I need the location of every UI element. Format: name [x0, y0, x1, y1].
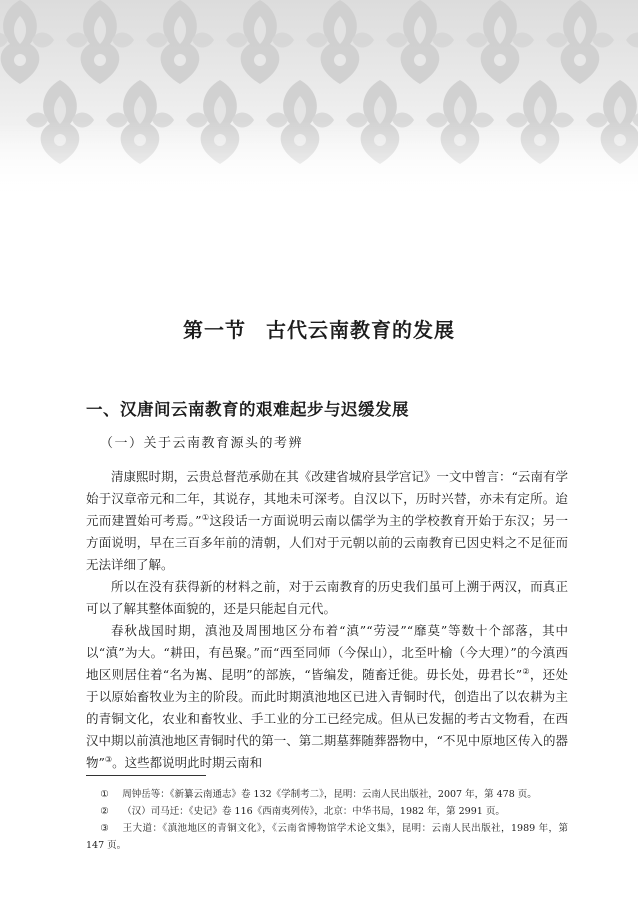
footnote-ref[interactable]: ② [522, 666, 530, 676]
section-number: 第一节 [183, 318, 246, 342]
footnote-ref[interactable]: ① [201, 512, 210, 522]
header-ornament [0, 0, 638, 200]
chapter-heading: 一、汉唐间云南教育的艰难起步与迟缓发展 [86, 400, 409, 419]
footnote: ③ 王大道：《滇池地区的青铜文化》，《云南省博物馆学术论文集》，昆明：云南人民出版社，1989 年，第 147 页。 [86, 823, 568, 851]
footnote: ② （汉）司马迁：《史记》卷 116《西南夷列传》，北京：中华书局，1982 年，第 2991 页。 [100, 806, 505, 817]
section-title [0, 314, 638, 343]
footnote-ref[interactable]: ③ [104, 754, 113, 764]
paragraph: 所以在没有获得新的材料之前，对于云南教育的历史我们虽可上溯于两汉，而真正可以了解其整体面貌的，还是只能起自元代。 [86, 579, 568, 616]
damask-pattern-icon [0, 0, 638, 200]
paragraph: 清康熙时期，云贵总督范承勋在其《改建省城府县学宫记》一文中曾言：“云南有学始于汉章帝元和二年，其说存，其地未可深考。自汉以下，历时兴替，亦未有定所。迨元而建置始可考焉。”①这段话一方面说明云南以儒学为主的学校教育开始于东汉；另一方面说明，早在三百多年前的清朝，人们对于元朝以前的云南教育已因史料之不足征而无法详细了解。 [86, 469, 568, 572]
paragraph: 春秋战国时期，滇池及周围地区分布着“滇”“劳浸”“靡莫”等数十个部落，其中以“滇”为大。“耕田，有邑聚。”而“西至同师（今保山），北至叶榆（今大理）”的今滇西地区则居住着“名为嶲、昆明”的部族，“皆编发，随畜迁徙。毋长处，毋君长”②，还处于以原始畜牧业为主的阶段。而此时期滇池地区已进入青铜时代，创造出了以农耕为主的青铜文化，农业和畜牧业、手工业的分工已经完成。但从已发掘的考古文物看，在西汉中期以前滇池地区青铜时代的第一、第二期墓葬随葬器物中，“不见中原地区传入的器物”③。这些都说明此时期云南和 [86, 623, 568, 770]
footnote-divider [86, 775, 206, 776]
section-title-text: 古代云南教育的发展 [266, 318, 455, 342]
sub-heading: （一）关于云南教育源头的考辨 [100, 436, 304, 451]
body-text [86, 466, 568, 774]
footnotes [86, 786, 568, 854]
footnote: ① 周钟岳等：《新纂云南通志》卷 132《学制考二》，昆明：云南人民出版社，2007 年，第 478 页。 [100, 789, 537, 800]
